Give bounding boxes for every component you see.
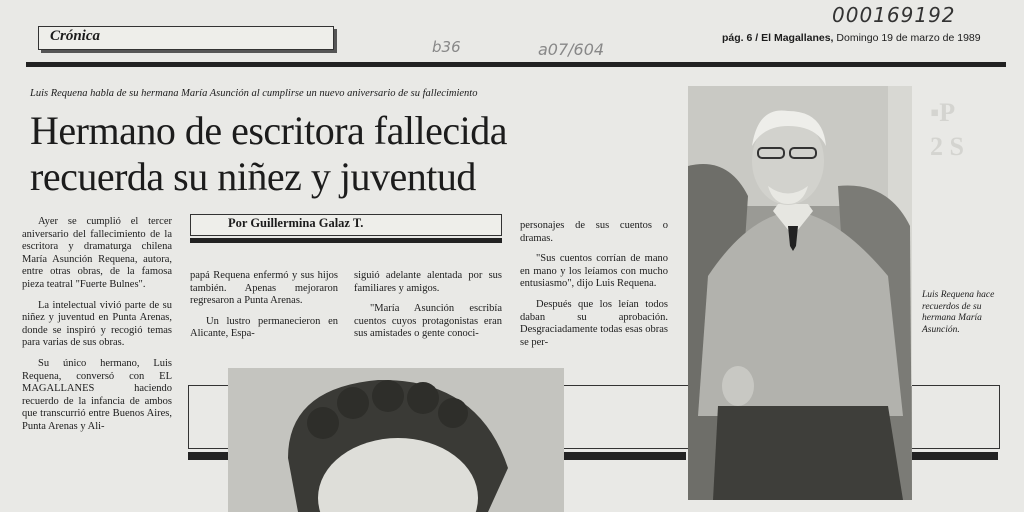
paragraph: Ayer se cumplió el tercer aniversario del fallecimiento de la escritora y dramaturga chilena María Asunción Requena, autora, entre otras obras, de la famosa pieza teatral "Fuerte Bulnes". <box>22 216 172 290</box>
photo-man-illustration <box>688 86 912 500</box>
layout-bar <box>188 452 228 460</box>
handwritten-note: a07/604 <box>538 40 605 59</box>
photo-luis-requena <box>688 86 912 500</box>
article-column-3 <box>354 270 502 349</box>
photo-caption: Luis Requena hace recuerdos de su hermana María Asunción. <box>922 290 995 335</box>
paragraph: "Sus cuentos corrían de mano en mano y los leíamos con mucho entusiasmo", dijo Luis Requena. <box>520 253 668 290</box>
article-headline <box>30 108 507 200</box>
publication-date: Domingo 19 de marzo de 1989 <box>836 32 981 44</box>
byline-rule <box>190 238 502 243</box>
newspaper-name: El Magallanes, <box>761 32 834 44</box>
section-label: Crónica <box>50 28 101 44</box>
article-kicker: Luis Requena habla de su hermana María Asunción al cumplirse un nuevo aniversario de su fallecimiento <box>30 88 478 99</box>
photo-maria-asuncion <box>228 368 564 512</box>
separator: / <box>755 32 759 44</box>
article-column-2 <box>190 270 338 349</box>
layout-bar <box>912 452 998 460</box>
paragraph: Un lustro permanecieron en Alicante, Espa- <box>190 315 338 340</box>
paragraph: La intelectual vivió parte de su niñez y juventud en Punta Arenas, donde se inspiró y recogió temas para varias de sus obras. <box>22 299 172 349</box>
article-column-1 <box>22 216 172 442</box>
paragraph: personajes de sus cuentos o dramas. <box>520 220 668 244</box>
paragraph: papá Requena enfermó y sus hijos también. Apenas mejoraron regresaron a Punta Arenas. <box>190 270 338 307</box>
byline: Por Guillermina Galaz T. <box>228 216 364 230</box>
paragraph: siguió adelante alentada por sus familiares y amigos. <box>354 270 502 294</box>
headline-line-1: Hermano de escritora fallecida <box>30 108 507 153</box>
headline-line-2: recuerda su niñez y juventud <box>30 154 476 199</box>
paragraph: Después que los leían todos daban su aprobación. Desgraciadamente todas esas obras se per- <box>520 298 668 348</box>
photo-woman-illustration <box>228 368 564 512</box>
header-rule <box>26 62 1006 67</box>
paragraph: "María Asunción escribía cuentos cuyos protagonistas eran sus amistades o gente conoci- <box>354 303 502 340</box>
bleed-through-decoration: ▪P 2 S <box>930 98 964 161</box>
handwritten-archive-id: 000169192 <box>832 3 956 27</box>
paragraph: Su único hermano, Luis Requena, conversó con EL MAGALLANES haciendo recuerdo de la infancia de ambos que transcurrió entre Buenos Aires, Punta Arenas y Ali- <box>22 357 172 432</box>
handwritten-note: b36 <box>432 38 461 56</box>
article-column-4 <box>520 220 668 357</box>
page-date-line <box>722 32 981 44</box>
page-number: pág. 6 <box>722 32 753 44</box>
layout-bar <box>564 452 686 460</box>
